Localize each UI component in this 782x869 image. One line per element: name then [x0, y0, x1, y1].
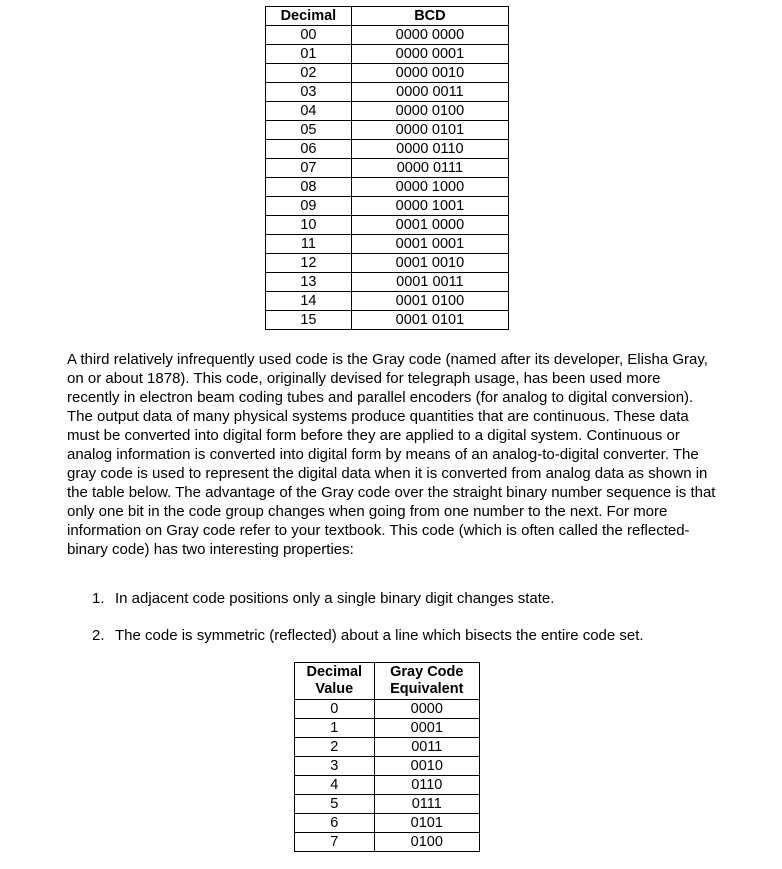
gray-header-gray-equivalent: [374, 663, 479, 700]
decimal-cell: 09: [266, 197, 352, 216]
decimal-cell: 02: [266, 64, 352, 83]
bcd-table-body: [266, 26, 509, 330]
decimal-cell: 14: [266, 292, 352, 311]
property-number: 1.: [92, 590, 105, 607]
decimal-cell: 7: [295, 833, 375, 852]
decimal-cell: 13: [266, 273, 352, 292]
property-number: 2.: [92, 627, 105, 644]
decimal-cell: 05: [266, 121, 352, 140]
decimal-cell: 1: [295, 719, 375, 738]
bcd-header-row: [266, 7, 509, 26]
gray-header-row: [295, 663, 480, 700]
property-text: The code is symmetric (reflected) about a line which bisects the entire code set.: [115, 627, 644, 644]
decimal-cell: 00: [266, 26, 352, 45]
bcd-table-row: [266, 292, 509, 311]
code-cell: 0000 0101: [351, 121, 508, 140]
bcd-table-row: [266, 64, 509, 83]
code-cell: 0001 0001: [351, 235, 508, 254]
gray-table-row: [295, 833, 480, 852]
decimal-cell: 01: [266, 45, 352, 64]
bcd-table-row: [266, 83, 509, 102]
gray-table-row: [295, 757, 480, 776]
decimal-cell: 6: [295, 814, 375, 833]
bcd-table-row: [266, 216, 509, 235]
gray-code-paragraph: A third relatively infrequently used code is the Gray code (named after its developer, Elisha Gray, on or about 1878). This code, originally devised for telegraph usage, has been used more recently in electron beam coding tubes and parallel encoders (for analog to digital conversion). The output data of many physical systems produce quantities that are continuous. These data must be converted into digital form before they are applied to a digital system. Continuous or analog information is converted into digital form by means of an analog-to-digital converter. The gray code is used to represent the digital data when it is converted from analog data as shown in the table below. The advantage of the Gray code over the straight binary number sequence is that only one bit in the code group changes when going from one number to the next. For more information on Gray code refer to your textbook. This code (which is often called the reflected-binary code) has two interesting properties:: [67, 351, 716, 558]
code-cell: 0000 0001: [351, 45, 508, 64]
code-cell: 0000 0010: [351, 64, 508, 83]
gray-header-gray-line1: Gray Code: [390, 664, 464, 680]
code-cell: 0001 0100: [351, 292, 508, 311]
property-text: In adjacent code positions only a single binary digit changes state.: [115, 590, 555, 607]
bcd-table-row: [266, 178, 509, 197]
property-item-2: [92, 626, 644, 645]
gray-table-row: [295, 795, 480, 814]
gray-table-body: [295, 700, 480, 852]
bcd-table-row: [266, 254, 509, 273]
decimal-cell: 03: [266, 83, 352, 102]
decimal-cell: 12: [266, 254, 352, 273]
bcd-table-row: [266, 45, 509, 64]
gray-header-decimal-line1: Decimal: [306, 664, 363, 680]
gray-table-row: [295, 814, 480, 833]
code-cell: 0001 0011: [351, 273, 508, 292]
gray-header-decimal-value: [295, 663, 375, 700]
gray-header-decimal-line2: Value: [315, 681, 354, 697]
bcd-table-row: [266, 159, 509, 178]
code-cell: 0010: [374, 757, 479, 776]
gray-table-row: [295, 719, 480, 738]
code-cell: 0001 0010: [351, 254, 508, 273]
code-cell: 0000 0011: [351, 83, 508, 102]
bcd-table-row: [266, 140, 509, 159]
bcd-header-decimal: Decimal: [266, 7, 352, 26]
code-cell: 0011: [374, 738, 479, 757]
bcd-table-row: [266, 121, 509, 140]
decimal-cell: 08: [266, 178, 352, 197]
code-cell: 0111: [374, 795, 479, 814]
bcd-table-row: [266, 197, 509, 216]
code-cell: 0000 1000: [351, 178, 508, 197]
gray-table-row: [295, 738, 480, 757]
decimal-cell: 06: [266, 140, 352, 159]
code-cell: 0000 0100: [351, 102, 508, 121]
decimal-cell: 2: [295, 738, 375, 757]
code-cell: 0001: [374, 719, 479, 738]
decimal-cell: 11: [266, 235, 352, 254]
bcd-table-row: [266, 273, 509, 292]
bcd-table-row: [266, 311, 509, 330]
bcd-table-row: [266, 26, 509, 45]
code-cell: 0001 0000: [351, 216, 508, 235]
decimal-cell: 04: [266, 102, 352, 121]
bcd-table-row: [266, 235, 509, 254]
decimal-cell: 15: [266, 311, 352, 330]
decimal-cell: 10: [266, 216, 352, 235]
bcd-header-bcd: BCD: [351, 7, 508, 26]
code-cell: 0101: [374, 814, 479, 833]
code-cell: 0000 0110: [351, 140, 508, 159]
bcd-table-row: [266, 102, 509, 121]
code-cell: 0000 1001: [351, 197, 508, 216]
gray-header-gray-line2: Equivalent: [390, 681, 464, 697]
property-item-1: [92, 589, 554, 608]
decimal-cell: 4: [295, 776, 375, 795]
decimal-cell: 07: [266, 159, 352, 178]
code-cell: 0000 0111: [351, 159, 508, 178]
bcd-table: [265, 6, 509, 330]
decimal-cell: 5: [295, 795, 375, 814]
gray-table-row: [295, 700, 480, 719]
code-cell: 0110: [374, 776, 479, 795]
code-cell: 0000 0000: [351, 26, 508, 45]
code-cell: 0001 0101: [351, 311, 508, 330]
gray-table-row: [295, 776, 480, 795]
decimal-cell: 0: [295, 700, 375, 719]
code-cell: 0100: [374, 833, 479, 852]
code-cell: 0000: [374, 700, 479, 719]
gray-code-table: [294, 662, 480, 852]
decimal-cell: 3: [295, 757, 375, 776]
